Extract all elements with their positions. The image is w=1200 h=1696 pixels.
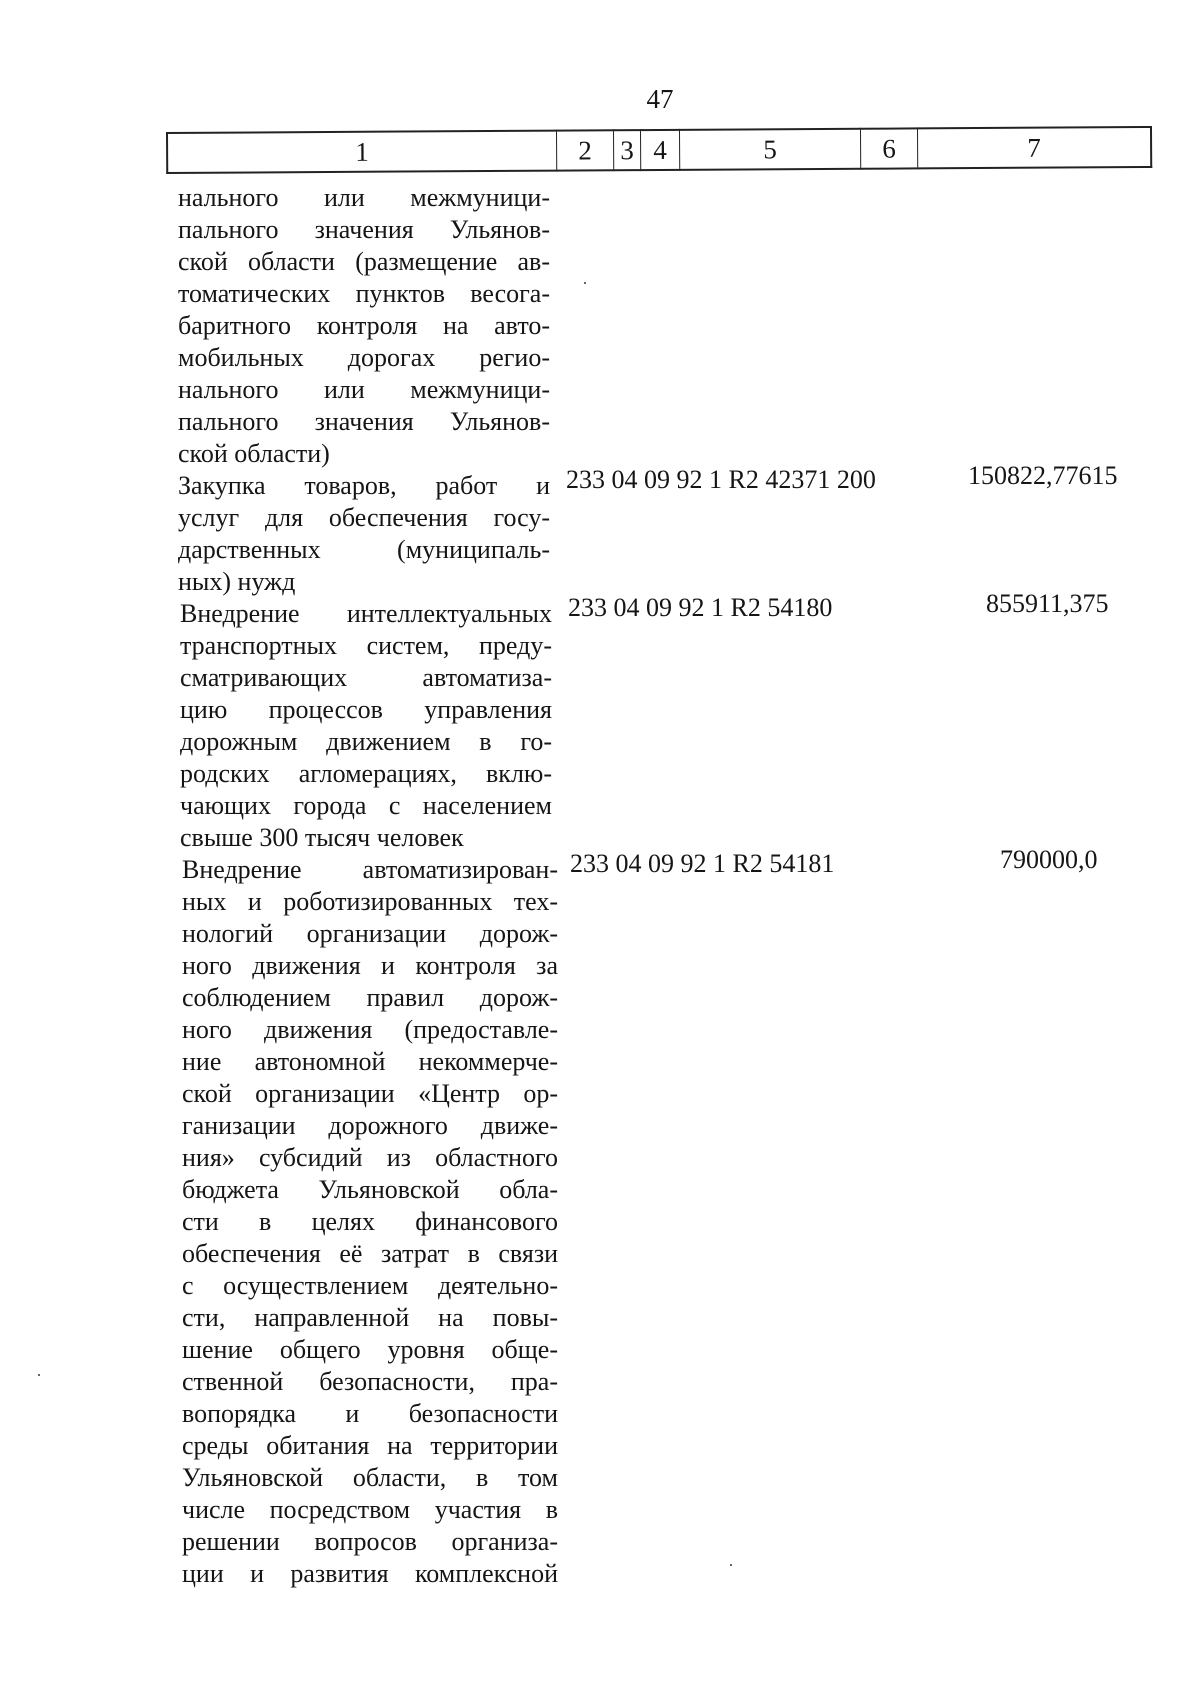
text-line: ных) нужд <box>178 567 296 596</box>
text-line: нологий организации дорож- <box>182 919 558 948</box>
column-header-5: 5 <box>679 129 860 170</box>
text-line: дорожным движением в го- <box>180 727 552 756</box>
text-line: свыше 300 тысяч человек <box>180 823 464 852</box>
page-number: 47 <box>646 84 674 114</box>
scan-speck <box>38 1374 40 1376</box>
text-line: сти, направленной на повы- <box>182 1303 558 1332</box>
text-line: с осуществлением деятельно- <box>182 1271 558 1300</box>
text-line: ганизации дорожного движе- <box>182 1111 558 1140</box>
text-line: ных и роботизированных тех- <box>182 887 558 916</box>
text-line: решении вопросов организа- <box>182 1527 558 1556</box>
text-line: Закупка товаров, работ и <box>178 471 550 500</box>
text-line: нального или межмуници- <box>178 375 550 404</box>
text-line: вопорядка и безопасности <box>182 1399 558 1428</box>
text-line: нального или межмуници- <box>178 183 550 212</box>
text-line: дарственных (муниципаль- <box>178 535 550 564</box>
text-line: шение общего уровня обще- <box>182 1335 558 1364</box>
text-line: числе посредством участия в <box>182 1495 558 1524</box>
text-line: бюджета Ульяновской обла- <box>182 1175 558 1204</box>
amount-value: 150822,77615 <box>968 461 1118 490</box>
text-line: ской области) <box>178 439 330 468</box>
row-description <box>178 470 550 598</box>
text-line: обеспечения её затрат в связи <box>182 1239 558 1268</box>
text-line: сти в целях финансового <box>182 1207 558 1236</box>
text-line: Внедрение интеллектуальных <box>180 599 552 628</box>
amount-value: 790000,0 <box>1000 845 1098 874</box>
column-header-table <box>166 126 1152 174</box>
row-description <box>180 598 552 854</box>
text-line: Внедрение автоматизирован- <box>182 855 558 884</box>
text-line: томатических пунктов весога- <box>178 279 550 308</box>
text-line: ской области (размещение ав- <box>178 247 550 276</box>
text-line: баритного контроля на авто- <box>178 311 550 340</box>
text-line: Ульяновской области, в том <box>182 1463 558 1492</box>
text-line: ния» субсидий из областного <box>182 1143 558 1172</box>
column-header-7: 7 <box>917 127 1151 168</box>
text-line: пального значения Ульянов- <box>178 215 550 244</box>
text-line: ской организации «Центр ор- <box>182 1079 558 1108</box>
column-header-1: 1 <box>167 131 557 173</box>
column-header-4: 4 <box>640 130 679 170</box>
budget-classification-code: 233 04 09 92 1 R2 42371 200 <box>566 465 876 494</box>
column-header-6: 6 <box>860 128 917 168</box>
text-line: мобильных дорогах регио- <box>178 343 550 372</box>
text-line: соблюдением правил дорож- <box>182 983 558 1012</box>
text-line: ного движения (предоставле- <box>182 1015 558 1044</box>
scan-speck <box>584 282 586 284</box>
text-line: цию процессов управления <box>180 695 552 724</box>
text-line: среды обитания на территории <box>182 1431 558 1460</box>
column-header-3: 3 <box>613 130 640 170</box>
text-line: ственной безопасности, пра- <box>182 1367 558 1396</box>
scan-speck <box>730 1564 732 1566</box>
text-line: услуг для обеспечения госу- <box>178 503 550 532</box>
text-line: ние автономной некоммерче- <box>182 1047 558 1076</box>
budget-classification-code: 233 04 09 92 1 R2 54180 <box>568 593 833 622</box>
text-line: сматривающих автоматиза- <box>180 663 552 692</box>
text-line: родских агломерациях, вклю- <box>180 759 552 788</box>
budget-classification-code: 233 04 09 92 1 R2 54181 <box>570 849 835 878</box>
amount-value: 855911,375 <box>986 589 1109 618</box>
text-line: ции и развития комплексной <box>182 1559 558 1588</box>
text-line: ного движения и контроля за <box>182 951 558 980</box>
text-line: транспортных систем, преду- <box>180 631 552 660</box>
row-description <box>178 182 550 470</box>
column-header-row <box>167 127 1151 173</box>
row-description <box>182 854 558 1590</box>
text-line: пального значения Ульянов- <box>178 407 550 436</box>
column-header-2: 2 <box>556 130 613 170</box>
text-line: чающих города с населением <box>180 791 552 820</box>
